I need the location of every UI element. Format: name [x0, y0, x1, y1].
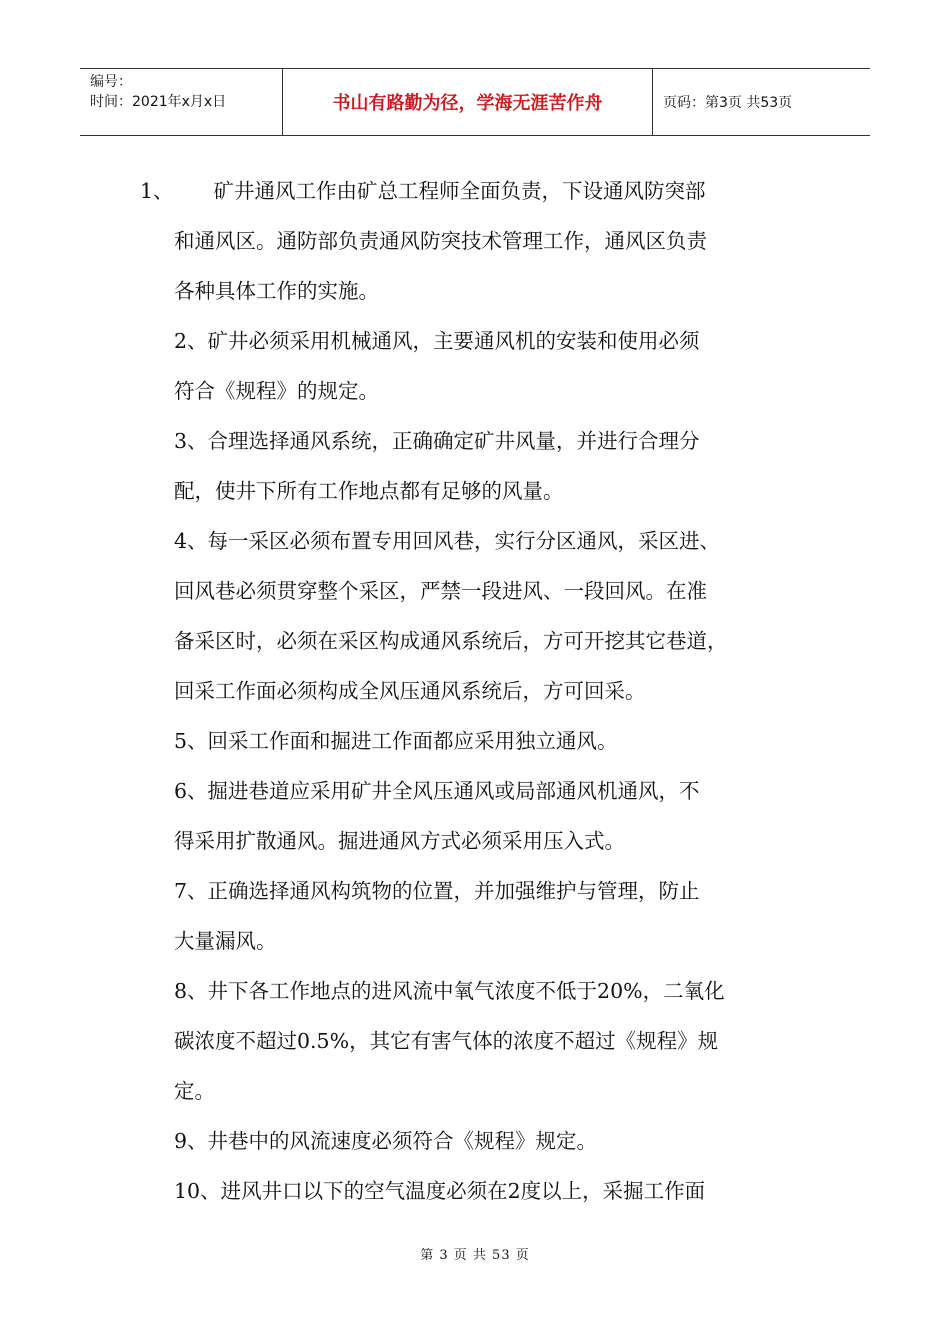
page-header	[80, 68, 870, 136]
paragraph-line: 备采区时，必须在采区构成通风系统后，方可开挖其它巷道，	[174, 629, 728, 653]
document-date: 时间：2021年x月x日	[90, 94, 227, 110]
paragraph-line: 8、井下各工作地点的进风流中氧气浓度不低于20%，二氧化	[174, 979, 725, 1003]
paragraph-line: 回采工作面必须构成全风压通风系统后，方可回采。	[174, 679, 646, 703]
paragraph-6	[0, 766, 810, 866]
paragraph-line: 2、矿井必须采用机械通风，主要通风机的安装和使用必须	[174, 329, 700, 353]
header-motto: 书山有路勤为径，学海无涯苦作舟	[283, 69, 653, 135]
paragraph-line: 大量漏风。	[174, 929, 277, 953]
paragraph-line: 回风巷必须贯穿整个采区，严禁一段进风、一段回风。在准	[174, 579, 707, 603]
paragraph-line: 和通风区。通防部负责通风防突技术管理工作，通风区负责	[174, 229, 707, 253]
paragraph-2	[0, 316, 810, 416]
paragraph-line: 3、合理选择通风系统，正确确定矿井风量，并进行合理分	[174, 429, 700, 453]
paragraph-8	[0, 966, 810, 1116]
paragraph-line-text: 矿井通风工作由矿总工程师全面负责，下设通风防突部	[213, 179, 706, 203]
paragraph-line: 4、每一采区必须布置专用回风巷，实行分区通风，采区进、	[174, 529, 721, 553]
paragraph-line: 9、井巷中的风流速度必须符合《规程》规定。	[174, 1129, 598, 1153]
paragraph-10	[0, 1166, 810, 1216]
document-number-label: 编号：	[90, 74, 132, 90]
paragraph-line: 7、正确选择通风构筑物的位置，并加强维护与管理，防止	[174, 879, 700, 903]
paragraph-1	[0, 166, 810, 316]
paragraph-9	[0, 1116, 810, 1166]
page-footer: 第 3 页 共 53 页	[420, 1248, 530, 1263]
document-body	[0, 166, 950, 1216]
list-number: 1、	[140, 179, 174, 203]
paragraph-line: 5、回采工作面和掘进工作面都应采用独立通风。	[174, 729, 618, 753]
paragraph-3	[0, 416, 810, 516]
paragraph-5	[0, 716, 810, 766]
paragraph-4	[0, 516, 810, 716]
paragraph-7	[0, 866, 810, 966]
paragraph-line: 得采用扩散通风。掘进通风方式必须采用压入式。	[174, 829, 625, 853]
paragraph-line: 定。	[174, 1079, 215, 1103]
paragraph-line: 配，使井下所有工作地点都有足够的风量。	[174, 479, 564, 503]
paragraph-line: 碳浓度不超过0.5%，其它有害气体的浓度不超过《规程》规	[174, 1029, 719, 1053]
paragraph-line: 符合《规程》的规定。	[174, 379, 379, 403]
header-page-info: 页码：第3页 共53页	[663, 95, 793, 111]
paragraph-line: 6、掘进巷道应采用矿井全风压通风或局部通风机通风，不	[174, 779, 700, 803]
paragraph-line	[140, 166, 810, 216]
paragraph-line: 10、进风井口以下的空气温度必须在2度以上，采掘工作面	[174, 1179, 706, 1203]
paragraph-line: 各种具体工作的实施。	[174, 279, 379, 303]
header-meta	[80, 69, 283, 135]
